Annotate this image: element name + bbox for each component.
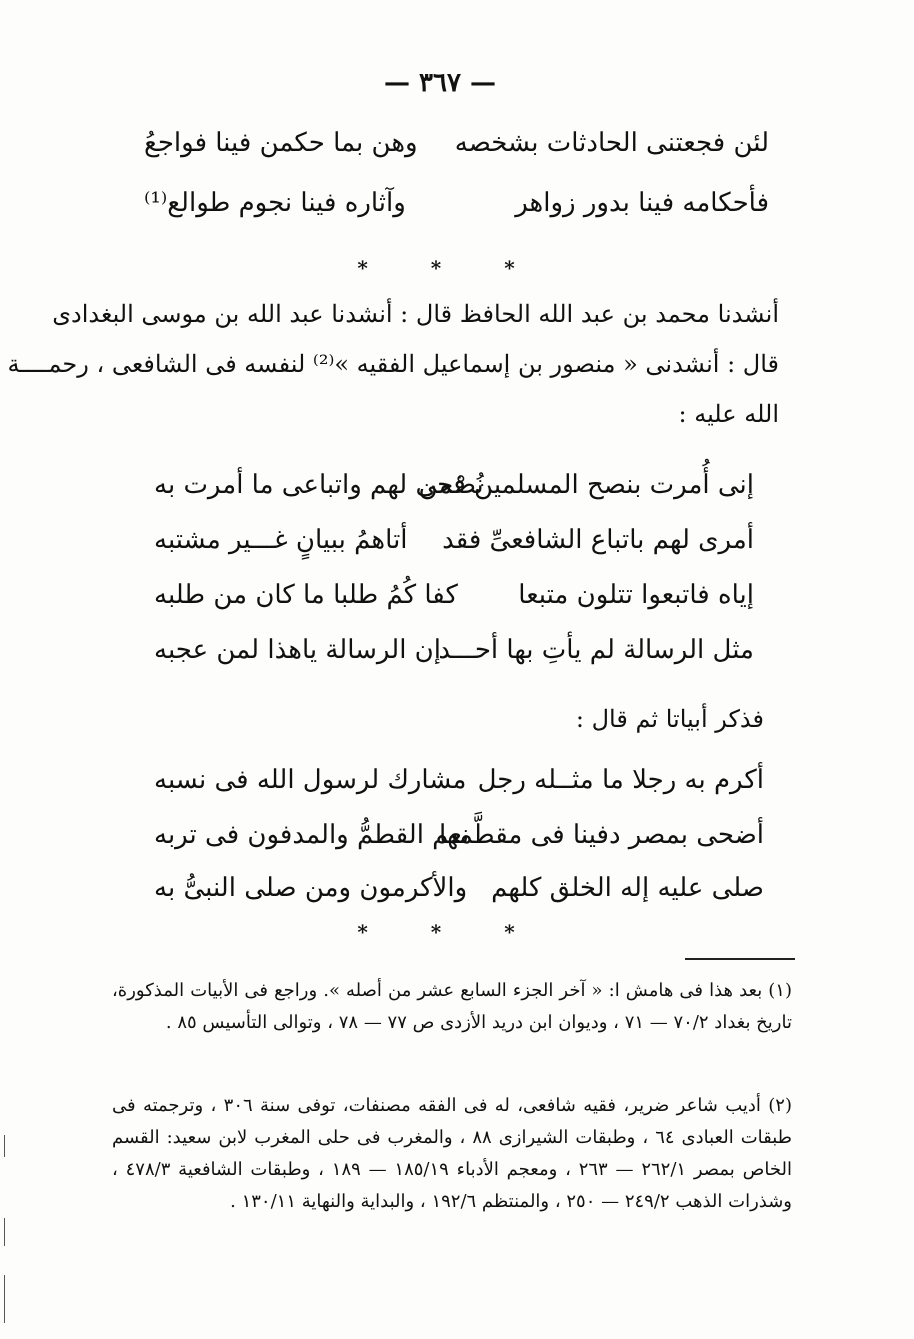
verse-line <box>154 765 764 799</box>
verse-second-hemistich: وهن بما حكمن فينا فواجعُ <box>144 128 418 158</box>
page-number: — ٣٦٧ — <box>383 68 497 98</box>
transition-line: فذكر أبياتا ثم قال : <box>575 705 764 733</box>
verse-first-hemistich: أمرى لهم باتباع الشافعىِّ فقد <box>442 525 754 555</box>
verse-first-hemistich: أكرم به رجلا ما مثــله رجل <box>477 765 764 795</box>
verse-line <box>154 525 754 559</box>
verse-line <box>144 128 769 162</box>
verse-first-hemistich: إنى أُمرت بنصح المسلمين فمن <box>418 470 754 500</box>
verse-second-hemistich: إن الرسالة ياهذا لمن عجبه <box>154 635 442 665</box>
verse-second-hemistich: نعم القطمُّ والمدفون فى تربه <box>154 820 470 850</box>
intro-line: أنشدنا محمد بن عبد الله الحافظ قال : أنشدنا عبد الله بن موسى البغدادى <box>52 300 779 328</box>
verse-first-hemistich: لئن فجعتنى الحادثات بشخصه <box>454 128 769 158</box>
verse-line <box>144 188 769 222</box>
verse-first-hemistich: إياه فاتبعوا تتلون متبعا <box>518 580 754 610</box>
scan-margin-mark <box>4 1135 5 1157</box>
verse-first-hemistich: فأحكامه فينا بدور زواهر <box>515 188 769 218</box>
verse-second-hemistich: نُصْحى لهم واتباعى ما أمرت به <box>154 470 484 500</box>
verse-second-hemistich: أتاهمُ ببيانٍ غـــير مشتبه <box>154 525 408 555</box>
verse-first-hemistich: مثل الرسالة لم يأتِ بها أحـــد <box>438 635 754 665</box>
footnote-rule <box>685 958 795 960</box>
scan-margin-mark <box>4 1275 5 1323</box>
intro-line: قال : أنشدنى « منصور بن إسماعيل الفقيه »⁽²⁾ لنفسه فى الشافعى ، رحمــــة <box>7 350 779 378</box>
verse-line <box>154 635 754 669</box>
verse-first-hemistich: صلى عليه إله الخلق كلهم <box>491 873 764 903</box>
verse-line <box>154 873 764 907</box>
verse-line <box>154 580 754 614</box>
verse-line <box>154 470 754 504</box>
intro-line: الله عليه : <box>678 400 779 428</box>
section-separator: * * * <box>357 920 543 944</box>
verse-second-hemistich: كفا كُمُ طلبا ما كان من طلبه <box>154 580 458 610</box>
verse-second-hemistich: مشارك لرسول الله فى نسبه <box>154 765 467 795</box>
verse-line <box>154 820 764 854</box>
verse-first-hemistich: أضحى بمصر دفينا فى مقطَّمها <box>438 820 764 850</box>
scan-margin-mark <box>4 1218 5 1246</box>
footnote: (١) بعد هذا فى هامش ا: « آخر الجزء السابع عشر من أصله ». وراجع فى الأبيات المذكورة، تاريخ بغداد ٧٠/٢ — ٧١ ، وديوان ابن دريد الأزدى ص ٧٧ — ٧٨ ، وتوالى التأسيس ٨٥ . <box>112 980 792 1033</box>
verse-second-hemistich: وآثاره فينا نجوم طوالع⁽¹⁾ <box>144 188 406 218</box>
section-separator: * * * <box>357 256 543 280</box>
verse-second-hemistich: والأكرمون ومن صلى النبىُّ به <box>154 873 468 903</box>
footnote: (٢) أديب شاعر ضرير، فقيه شافعى، له فى الفقه مصنفات، توفى سنة ٣٠٦ ، وترجمته فى طبقات العبادى ٦٤ ، وطبقات الشيرازى ٨٨ ، والمغرب فى حلى المغرب لابن سعيد: القسم الخاص بمصر ٢٦٢/١ — ٢٦٣ ، ومعجم الأدباء ١٨٥/١٩ — ١٨٩ ، وطبقات الشافعية ٤٧٨/٣ ، وشذرات الذهب ٢٤٩/٢ — ٢٥٠ ، والمنتظم ١٩٢/٦ ، والبداية والنهاية ١٣٠/١١ . <box>112 1095 792 1212</box>
